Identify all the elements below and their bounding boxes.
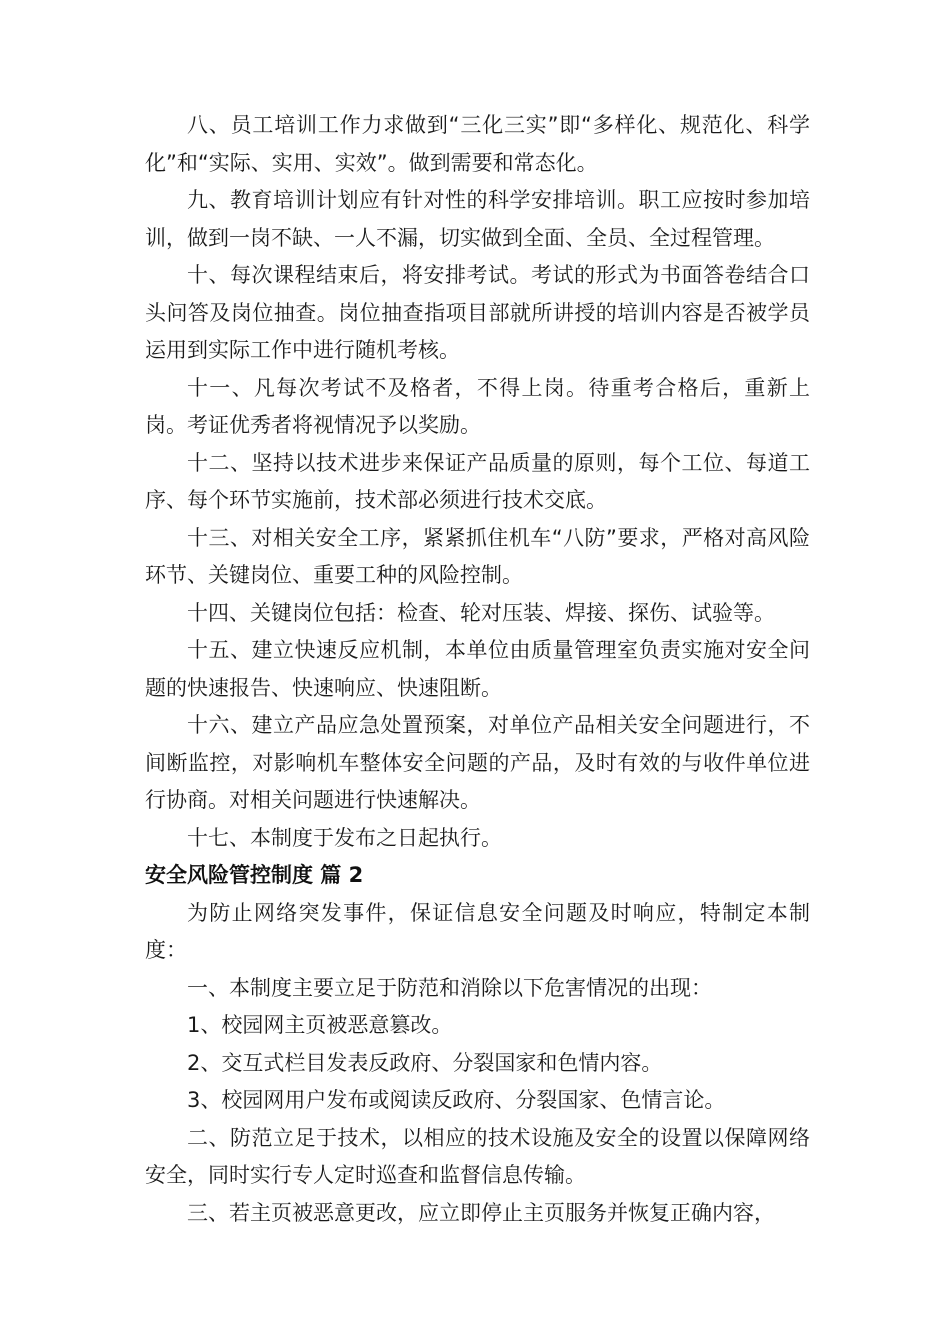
- paragraph-10: 十、每次课程结束后，将安排考试。考试的形式为书面答卷结合口头问答及岗位抽查。岗位抽查指项目部就所讲授的培训内容是否被学员运用到实际工作中进行随机考核。: [145, 263, 810, 362]
- list-item-3: 3、校园网用户发布或阅读反政府、分裂国家、色情言论。: [187, 1088, 726, 1112]
- paragraph-16: 十六、建立产品应急处置预案，对单位产品相关安全问题进行，不间断监控，对影响机车整体安全问题的产品，及时有效的与收件单位进行协商。对相关问题进行快速解决。: [145, 713, 810, 812]
- paragraph-17: 十七、本制度于发布之日起执行。: [187, 825, 502, 850]
- paragraph-14: 十四、关键岗位包括：检查、轮对压装、焊接、探伤、试验等。: [187, 600, 775, 625]
- list-item-1: 1、校园网主页被恶意篡改。: [187, 1013, 453, 1037]
- section-heading: 安全风险管控制度 篇 2: [145, 863, 364, 887]
- paragraph-11: 十一、凡每次考试不及格者，不得上岗。待重考合格后，重新上岗。考证优秀者将视情况予以奖励。: [145, 375, 810, 437]
- document-body: [145, 107, 810, 1232]
- paragraph-8: 八、员工培训工作力求做到“三化三实”即“多样化、规范化、科学化”和“实际、实用、实效”。做到需要和常态化。: [145, 113, 810, 175]
- clause-2: 二、防范立足于技术，以相应的技术设施及安全的设置以保障网络安全，同时实行专人定时巡查和监督信息传输。: [145, 1125, 810, 1187]
- paragraph-13: 十三、对相关安全工序，紧紧抓住机车“八防”要求，严格对高风险环节、关键岗位、重要工种的风险控制。: [145, 525, 810, 587]
- paragraph-9: 九、教育培训计划应有针对性的科学安排培训。职工应按时参加培训，做到一岗不缺、一人不漏，切实做到全面、全员、全过程管理。: [145, 188, 810, 250]
- intro-paragraph: 为防止网络突发事件，保证信息安全问题及时响应，特制定本制度：: [145, 900, 810, 962]
- clause-1: 一、本制度主要立足于防范和消除以下危害情况的出现：: [187, 975, 712, 1000]
- clause-3: 三、若主页被恶意更改，应立即停止主页服务并恢复正确内容，: [187, 1200, 775, 1225]
- paragraph-15: 十五、建立快速反应机制，本单位由质量管理室负责实施对安全问题的快速报告、快速响应、快速阻断。: [145, 638, 810, 700]
- paragraph-12: 十二、坚持以技术进步来保证产品质量的原则，每个工位、每道工序、每个环节实施前，技术部必须进行技术交底。: [145, 450, 810, 512]
- list-item-2: 2、交互式栏目发表反政府、分裂国家和色情内容。: [187, 1050, 663, 1075]
